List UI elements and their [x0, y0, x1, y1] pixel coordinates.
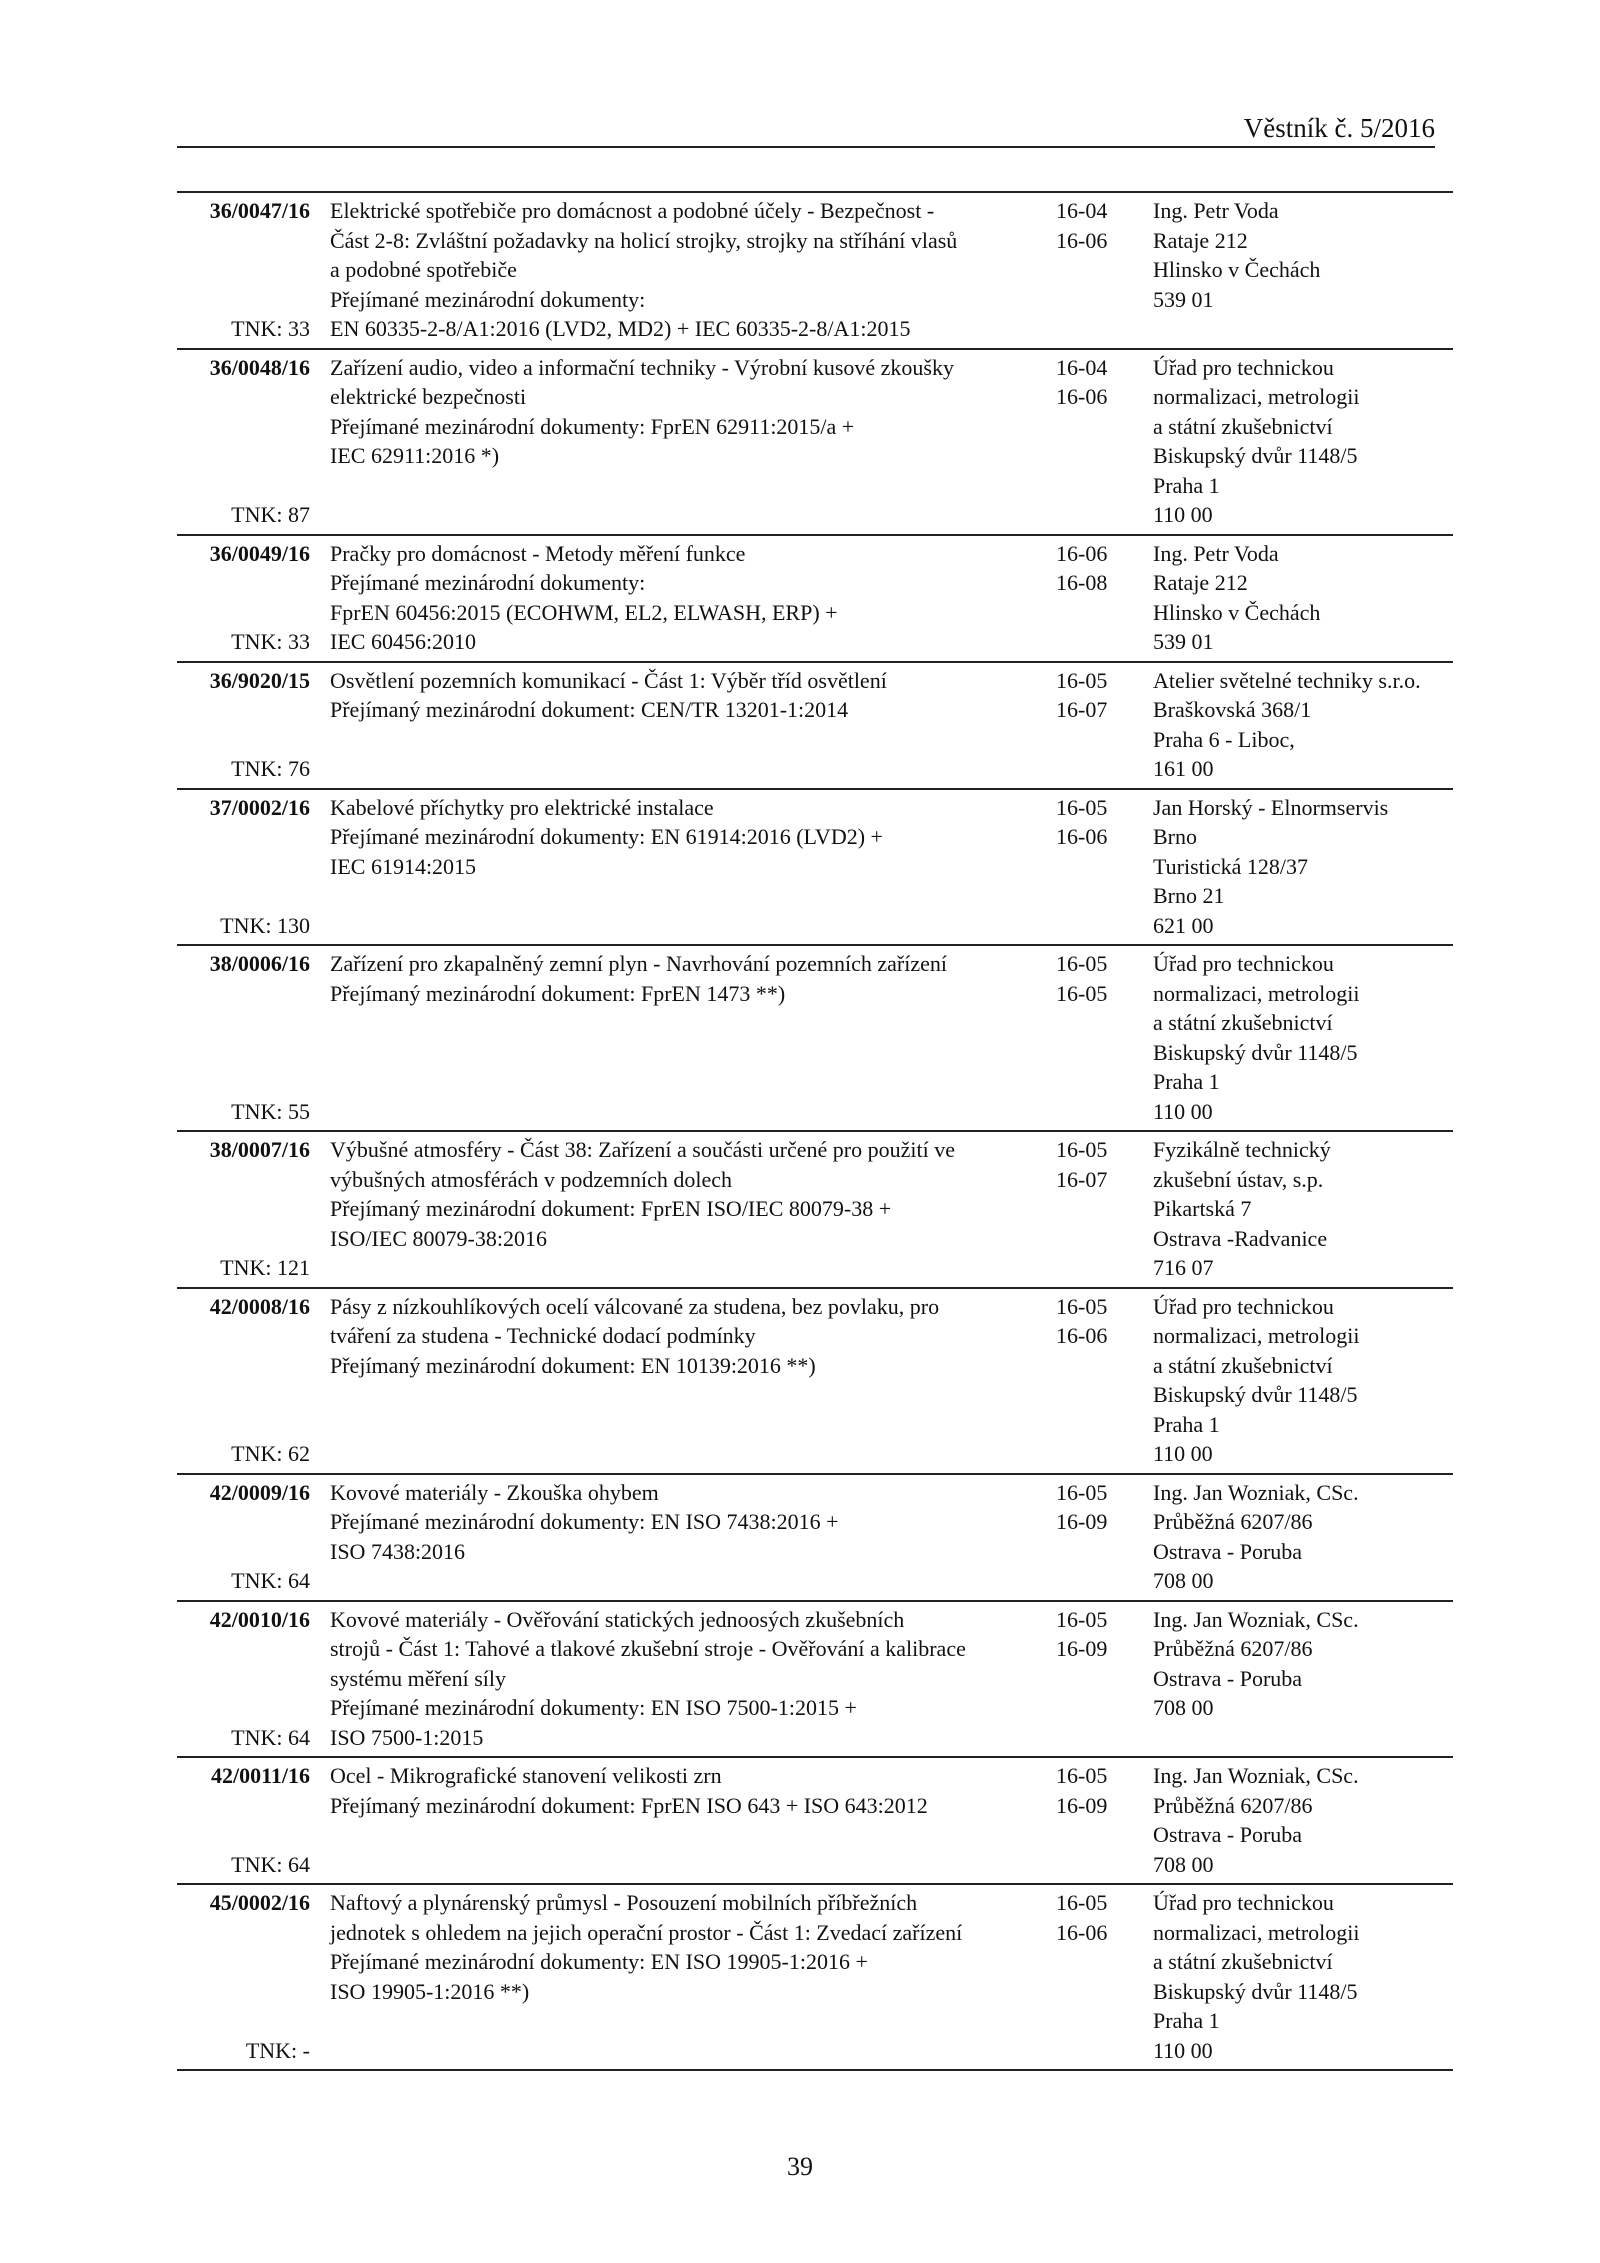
entry-address-line: Průběžná 6207/86 [1153, 1792, 1313, 1818]
spacer-cell [310, 1474, 330, 1601]
entry-number: 36/0047/16 [209, 198, 310, 223]
entry-address-line: a státní zkušebnictví [1153, 1010, 1333, 1035]
entry-address-line: Praha 1 [1153, 2008, 1220, 2033]
entry-title-line: Kabelové příchytky pro elektrické instalace [330, 794, 714, 820]
entry-dates-cell [1038, 349, 1153, 535]
entry-title-line: EN 60335-2-8/A1:2016 (LVD2, MD2) + IEC 60335-2-8/A1:2015 [330, 316, 911, 341]
table-row [177, 1757, 1453, 1884]
spacer-cell [310, 789, 330, 946]
entry-title-line: Výbušné atmosféry - Část 38: Zařízení a součásti určené pro použití ve [330, 1137, 955, 1162]
entry-address-line: 539 01 [1153, 629, 1214, 654]
entry-address-line: a státní zkušebnictví [1153, 413, 1333, 439]
standards-table [177, 191, 1453, 2071]
entry-title-line: Pásy z nízkouhlíkových ocelí válcované za studena, bez povlaku, pro [330, 1293, 940, 1319]
entry-address-line: Jan Horský - Elnormservis [1153, 794, 1389, 820]
entry-title-line: Přejímaný mezinárodní dokument: FprEN 1473 **) [330, 980, 786, 1006]
entry-address-line: 539 01 [1153, 286, 1214, 312]
entry-date: 16-05 [1056, 1890, 1108, 1915]
entry-address-line: 110 00 [1153, 2037, 1213, 2063]
entry-title-line: FprEN 60456:2015 (ECOHWM, EL2, ELWASH, ERP) + [330, 599, 838, 625]
entry-address-line: Biskupský dvůr 1148/5 [1153, 443, 1358, 468]
table-row [177, 349, 1453, 535]
entry-address-line: Ostrava - Poruba [1153, 1822, 1303, 1847]
entry-dates-cell [1038, 535, 1153, 662]
entry-address-line: Braškovská 368/1 [1153, 697, 1312, 722]
entry-title-line: Naftový a plynárenský průmysl - Posouzení mobilních příbřežních [330, 1890, 918, 1915]
entry-id-cell [177, 349, 310, 535]
entry-address-line: 110 00 [1153, 1098, 1213, 1124]
entry-address-line: Ing. Petr Voda [1153, 540, 1279, 566]
entry-address-line: Praha 1 [1153, 472, 1220, 498]
spacer-cell [310, 1757, 330, 1884]
entry-address-line: Turistická 128/37 [1153, 853, 1309, 879]
entry-dates-cell [1038, 1884, 1153, 2070]
entry-title-line: systému měření síly [330, 1665, 506, 1691]
entry-title-line: jednotek s ohledem na jejich operační prostor - Část 1: Zvedací zařízení [330, 1919, 963, 1945]
entry-title-line: výbušných atmosférách v podzemních dolech [330, 1166, 732, 1192]
entry-title-line: Ocel - Mikrografické stanovení velikosti zrn [330, 1763, 722, 1788]
entry-id-cell [177, 1288, 310, 1474]
entry-number: 38/0006/16 [209, 951, 310, 976]
spacer-cell [310, 1288, 330, 1474]
entry-title-line: Část 2-8: Zvláštní požadavky na holicí strojky, strojky na stříhání vlasů [330, 227, 958, 253]
entry-address-line: Ing. Petr Voda [1153, 198, 1279, 223]
entry-date: 16-05 [1056, 1606, 1108, 1632]
spacer-cell [310, 1884, 330, 2070]
entry-address-line: Praha 6 - Liboc, [1153, 726, 1295, 752]
entry-address-line: Biskupský dvůr 1148/5 [1153, 1978, 1358, 2004]
entry-address-line: 708 00 [1153, 1851, 1214, 1877]
entry-address-line: Biskupský dvůr 1148/5 [1153, 1039, 1358, 1065]
entry-tnk: TNK: 64 [231, 1851, 310, 1877]
entry-title-line: Přejímané mezinárodní dokumenty: EN ISO 19905-1:2016 + [330, 1949, 868, 1974]
entry-title-cell [330, 349, 1038, 535]
table-row [177, 192, 1453, 349]
spacer-cell [310, 192, 330, 349]
entry-title-line: Pračky pro domácnost - Metody měření funkce [330, 540, 746, 566]
entry-address-line: normalizaci, metrologii [1153, 384, 1360, 409]
entry-tnk: TNK: - [245, 2037, 310, 2063]
entry-number: 42/0008/16 [209, 1293, 310, 1319]
entry-title-line: Osvětlení pozemních komunikací - Část 1: Výběr tříd osvětlení [330, 667, 887, 693]
entry-title-line: Přejímané mezinárodní dokumenty: FprEN 62911:2015/a + [330, 413, 855, 439]
entry-address-line: Úřad pro technickou [1153, 354, 1334, 380]
entry-address-line: a státní zkušebnictví [1153, 1352, 1333, 1378]
entry-tnk: TNK: 62 [231, 1441, 310, 1466]
entry-date: 16-06 [1056, 384, 1108, 409]
entry-address-line: Rataje 212 [1153, 227, 1248, 253]
entry-id-cell [177, 789, 310, 946]
entry-address-line: Ostrava -Radvanice [1153, 1225, 1328, 1251]
entry-date: 16-05 [1056, 667, 1108, 693]
entry-address-line: 621 00 [1153, 912, 1214, 938]
entry-date: 16-04 [1056, 198, 1108, 223]
entry-title-cell [330, 1288, 1038, 1474]
entry-address-line: 110 00 [1153, 1441, 1213, 1466]
entry-title-line: Zařízení audio, video a informační techniky - Výrobní kusové zkoušky [330, 354, 954, 380]
entry-address-cell [1153, 789, 1453, 946]
entry-address-line: Praha 1 [1153, 1411, 1220, 1437]
entry-address-cell [1153, 192, 1453, 349]
entry-tnk: TNK: 55 [231, 1098, 310, 1124]
entry-address-cell [1153, 1601, 1453, 1758]
table-row [177, 1601, 1453, 1758]
entry-tnk: TNK: 121 [220, 1255, 310, 1280]
entry-date: 16-09 [1056, 1792, 1108, 1818]
entry-title-line: elektrické bezpečnosti [330, 384, 527, 409]
entry-dates-cell [1038, 662, 1153, 789]
entry-title-line: Přejímané mezinárodní dokumenty: [330, 286, 646, 312]
table-row [177, 789, 1453, 946]
spacer-cell [310, 662, 330, 789]
table-row [177, 662, 1453, 789]
spacer-cell [310, 349, 330, 535]
entry-address-cell [1153, 1757, 1453, 1884]
entry-title-line: Přejímaný mezinárodní dokument: EN 10139:2016 **) [330, 1352, 816, 1378]
entry-title-cell [330, 1884, 1038, 2070]
entry-date: 16-07 [1056, 697, 1108, 722]
entry-date: 16-06 [1056, 227, 1108, 253]
entry-date: 16-05 [1056, 1479, 1108, 1505]
entry-address-cell [1153, 1474, 1453, 1601]
entry-address-line: normalizaci, metrologii [1153, 1919, 1360, 1945]
entry-title-cell [330, 1474, 1038, 1601]
entry-number: 42/0010/16 [209, 1606, 310, 1632]
entry-title-cell [330, 945, 1038, 1131]
entry-address-line: 708 00 [1153, 1695, 1214, 1720]
entry-title-cell [330, 1757, 1038, 1884]
entry-title-line: ISO 19905-1:2016 **) [330, 1978, 530, 2004]
entry-address-line: Ostrava - Poruba [1153, 1538, 1303, 1564]
entry-id-cell [177, 662, 310, 789]
entry-title-cell [330, 662, 1038, 789]
entry-address-line: zkušební ústav, s.p. [1153, 1166, 1324, 1192]
entry-title-line: Přejímané mezinárodní dokumenty: [330, 570, 646, 595]
entry-date: 16-05 [1056, 794, 1108, 820]
entry-title-line: ISO 7500-1:2015 [330, 1724, 484, 1750]
entry-date: 16-08 [1056, 570, 1108, 595]
entry-address-cell [1153, 349, 1453, 535]
entry-date: 16-09 [1056, 1636, 1108, 1661]
entry-address-line: Fyzikálně technický [1153, 1137, 1331, 1162]
entry-dates-cell [1038, 945, 1153, 1131]
entry-tnk: TNK: 76 [231, 756, 310, 781]
entry-address-line: 708 00 [1153, 1568, 1214, 1593]
entry-address-cell [1153, 535, 1453, 662]
entry-address-line: Ing. Jan Wozniak, CSc. [1153, 1763, 1359, 1788]
table-row [177, 1288, 1453, 1474]
spacer-cell [310, 1131, 330, 1288]
entry-title-line: Elektrické spotřebiče pro domácnost a podobné účely - Bezpečnost - [330, 198, 935, 223]
entry-id-cell [177, 1884, 310, 2070]
entry-id-cell [177, 1474, 310, 1601]
entry-title-cell [330, 1601, 1038, 1758]
table-row [177, 1474, 1453, 1601]
entry-address-line: Hlinsko v Čechách [1153, 599, 1321, 625]
entry-title-line: a podobné spotřebiče [330, 257, 517, 282]
entry-address-cell [1153, 1131, 1453, 1288]
entry-title-line: ISO 7438:2016 [330, 1538, 466, 1564]
entry-address-line: normalizaci, metrologii [1153, 1323, 1360, 1348]
entry-tnk: TNK: 64 [231, 1724, 310, 1750]
entry-address-line: Úřad pro technickou [1153, 951, 1334, 976]
entry-title-line: Přejímané mezinárodní dokumenty: EN 61914:2016 (LVD2) + [330, 824, 883, 849]
entry-title-cell [330, 192, 1038, 349]
entry-address-line: Atelier světelné techniky s.r.o. [1153, 667, 1421, 693]
entry-address-line: Průběžná 6207/86 [1153, 1509, 1313, 1534]
entry-number: 42/0009/16 [209, 1479, 310, 1505]
entry-id-cell [177, 1757, 310, 1884]
entry-address-line: Hlinsko v Čechách [1153, 257, 1321, 282]
entry-date: 16-05 [1056, 1293, 1108, 1319]
entry-title-line: Přejímaný mezinárodní dokument: CEN/TR 13201-1:2014 [330, 697, 849, 722]
entry-number: 36/0049/16 [209, 540, 310, 566]
entry-id-cell [177, 945, 310, 1131]
entry-address-cell [1153, 945, 1453, 1131]
entry-id-cell [177, 1131, 310, 1288]
entry-number: 45/0002/16 [209, 1890, 310, 1915]
entry-address-line: Brno 21 [1153, 883, 1225, 908]
entry-address-line: Biskupský dvůr 1148/5 [1153, 1382, 1358, 1407]
entry-title-line: IEC 60456:2010 [330, 629, 477, 654]
entry-dates-cell [1038, 1474, 1153, 1601]
entry-dates-cell [1038, 1601, 1153, 1758]
entry-tnk: TNK: 33 [231, 316, 310, 341]
entry-address-cell [1153, 662, 1453, 789]
entry-date: 16-05 [1056, 1137, 1108, 1162]
entry-tnk: TNK: 64 [231, 1568, 310, 1593]
entry-address-line: 161 00 [1153, 756, 1214, 781]
entry-date: 16-06 [1056, 1919, 1108, 1945]
entry-id-cell [177, 1601, 310, 1758]
entry-number: 42/0011/16 [210, 1763, 310, 1788]
entry-title-line: IEC 61914:2015 [330, 853, 477, 879]
entry-number: 38/0007/16 [209, 1137, 310, 1162]
entry-address-cell [1153, 1884, 1453, 2070]
entry-date: 16-05 [1056, 951, 1108, 976]
table-row [177, 945, 1453, 1131]
table-row [177, 535, 1453, 662]
table-row [177, 1884, 1453, 2070]
header-rule [177, 146, 1435, 148]
entry-address-line: normalizaci, metrologii [1153, 980, 1360, 1006]
entry-number: 36/0048/16 [209, 354, 310, 380]
entry-date: 16-09 [1056, 1509, 1108, 1534]
bulletin-header: Věstník č. 5/2016 [1243, 113, 1435, 143]
table-row [177, 1131, 1453, 1288]
entry-number: 37/0002/16 [209, 794, 310, 820]
standards-table-body [177, 192, 1453, 2070]
entry-title-line: Kovové materiály - Ověřování statických jednoosých zkušebních [330, 1606, 905, 1632]
entry-address-line: Ostrava - Poruba [1153, 1665, 1303, 1691]
entry-date: 16-07 [1056, 1166, 1108, 1192]
entry-address-line: Praha 1 [1153, 1069, 1220, 1094]
entry-title-line: Přejímaný mezinárodní dokument: FprEN ISO 643 + ISO 643:2012 [330, 1792, 928, 1818]
entry-date: 16-05 [1056, 1763, 1108, 1788]
entry-id-cell [177, 535, 310, 662]
entry-address-line: Průběžná 6207/86 [1153, 1636, 1313, 1661]
entry-tnk: TNK: 130 [220, 912, 310, 938]
entry-tnk: TNK: 33 [231, 629, 310, 654]
entry-title-cell [330, 1131, 1038, 1288]
entry-title-line: Přejímaný mezinárodní dokument: FprEN ISO/IEC 80079-38 + [330, 1196, 892, 1221]
entry-date: 16-04 [1056, 354, 1108, 380]
page-number: 39 [787, 2152, 813, 2181]
entry-date: 16-06 [1056, 540, 1108, 566]
entry-address-line: 716 07 [1153, 1255, 1214, 1280]
entry-tnk: TNK: 87 [231, 502, 310, 527]
entry-title-line: tváření za studena - Technické dodací podmínky [330, 1323, 756, 1348]
entry-title-cell [330, 789, 1038, 946]
entry-address-line: Úřad pro technickou [1153, 1293, 1334, 1319]
entry-address-line: Pikartská 7 [1153, 1196, 1252, 1221]
entry-title-line: Přejímané mezinárodní dokumenty: EN ISO 7500-1:2015 + [330, 1695, 857, 1720]
entry-title-line: ISO/IEC 80079-38:2016 [330, 1225, 547, 1251]
entry-dates-cell [1038, 1288, 1153, 1474]
entry-title-line: Přejímané mezinárodní dokumenty: EN ISO 7438:2016 + [330, 1509, 839, 1534]
entry-address-cell [1153, 1288, 1453, 1474]
entry-date: 16-06 [1056, 824, 1108, 849]
entry-title-cell [330, 535, 1038, 662]
entry-dates-cell [1038, 192, 1153, 349]
entry-address-line: Brno [1153, 824, 1197, 849]
entry-date: 16-06 [1056, 1323, 1108, 1348]
spacer-cell [310, 535, 330, 662]
entry-dates-cell [1038, 1131, 1153, 1288]
entry-title-line: strojů - Část 1: Tahové a tlakové zkušební stroje - Ověřování a kalibrace [330, 1636, 966, 1661]
entry-address-line: Ing. Jan Wozniak, CSc. [1153, 1479, 1359, 1505]
entry-dates-cell [1038, 789, 1153, 946]
entry-title-line: IEC 62911:2016 *) [330, 443, 500, 468]
entry-address-line: 110 00 [1153, 502, 1213, 527]
entry-address-line: Ing. Jan Wozniak, CSc. [1153, 1606, 1359, 1632]
entry-number: 36/9020/15 [209, 667, 310, 693]
entry-id-cell [177, 192, 310, 349]
entry-date: 16-05 [1056, 980, 1108, 1006]
entry-address-line: a státní zkušebnictví [1153, 1949, 1333, 1974]
spacer-cell [310, 945, 330, 1131]
entry-address-line: Rataje 212 [1153, 570, 1248, 595]
entry-dates-cell [1038, 1757, 1153, 1884]
entry-title-line: Kovové materiály - Zkouška ohybem [330, 1479, 659, 1505]
entry-title-line: Zařízení pro zkapalněný zemní plyn - Navrhování pozemních zařízení [330, 951, 947, 976]
spacer-cell [310, 1601, 330, 1758]
entry-address-line: Úřad pro technickou [1153, 1890, 1334, 1915]
